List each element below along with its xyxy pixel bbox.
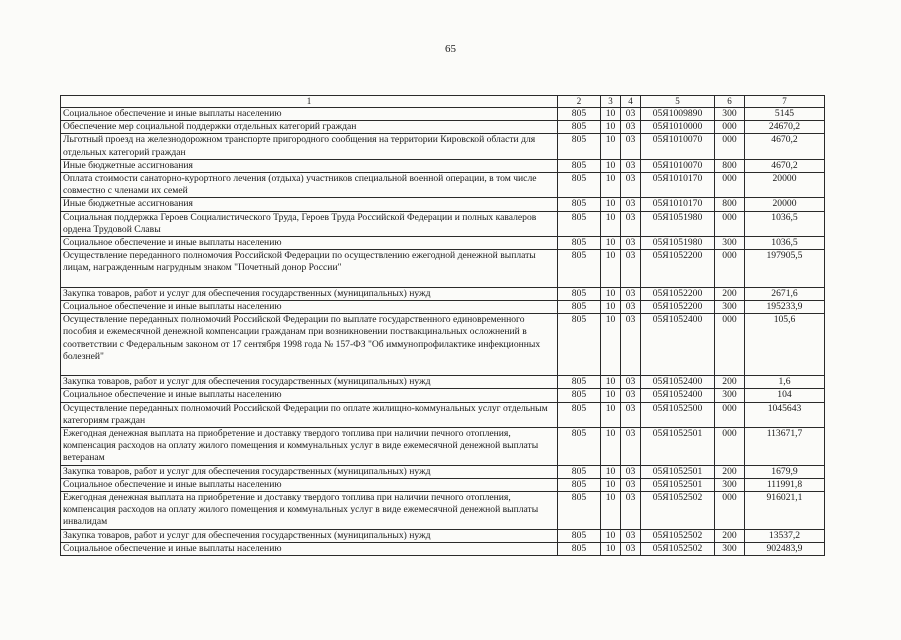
code-6-cell: 000	[715, 402, 745, 427]
code-4-cell: 03	[621, 121, 641, 134]
code-2-cell: 805	[558, 402, 601, 427]
row-name-cell: Осуществление переданного полномочия Российской Федерации по осуществлению ежегодной денежной выплаты лицам, награжденным нагрудным знаком "Почетный донор России"	[61, 250, 558, 288]
table-row	[61, 211, 825, 236]
amount-cell: 916021,1	[745, 492, 825, 530]
header-cell: 5	[641, 96, 715, 108]
amount-cell: 1679,9	[745, 465, 825, 478]
row-name-cell: Осуществление переданных полномочий Российской Федерации по выплате государственного единовременного пособия и ежемесячной денежной компенсации гражданам при возникновении поствакцинальных осложнений в соответствии с Федеральным законом от 17 сентября 1998 года № 157-ФЗ "Об иммунопрофилактике инфекционных болезней"	[61, 314, 558, 376]
amount-cell: 1045643	[745, 402, 825, 427]
header-cell: 4	[621, 96, 641, 108]
table-row	[61, 301, 825, 314]
code-6-cell: 800	[715, 198, 745, 211]
amount-cell: 2671,6	[745, 287, 825, 300]
amount-cell: 4670,2	[745, 159, 825, 172]
amount-cell: 13537,2	[745, 529, 825, 542]
code-2-cell: 805	[558, 301, 601, 314]
code-6-cell: 200	[715, 529, 745, 542]
code-2-cell: 805	[558, 134, 601, 159]
row-name-cell: Обеспечение мер социальной поддержки отдельных категорий граждан	[61, 121, 558, 134]
amount-cell: 1036,5	[745, 211, 825, 236]
row-name-cell: Осуществление переданных полномочий Российской Федерации по оплате жилищно-коммунальных услуг отдельным категориям граждан	[61, 402, 558, 427]
amount-cell: 104	[745, 389, 825, 402]
code-2-cell: 805	[558, 492, 601, 530]
table-row	[61, 108, 825, 121]
code-4-cell: 03	[621, 134, 641, 159]
amount-cell: 111991,8	[745, 478, 825, 491]
row-name-cell: Иные бюджетные ассигнования	[61, 159, 558, 172]
code-2-cell: 805	[558, 237, 601, 250]
code-6-cell: 200	[715, 465, 745, 478]
code-3-cell: 10	[601, 376, 621, 389]
code-5-cell: 05Я1010170	[641, 198, 715, 211]
code-4-cell: 03	[621, 402, 641, 427]
code-3-cell: 10	[601, 159, 621, 172]
code-6-cell: 300	[715, 301, 745, 314]
code-2-cell: 805	[558, 478, 601, 491]
code-2-cell: 805	[558, 542, 601, 555]
header-cell: 2	[558, 96, 601, 108]
row-name-cell: Закупка товаров, работ и услуг для обеспечения государственных (муниципальных) нужд	[61, 287, 558, 300]
code-5-cell: 05Я1052502	[641, 492, 715, 530]
code-5-cell: 05Я1052502	[641, 542, 715, 555]
amount-cell: 113671,7	[745, 428, 825, 466]
amount-cell: 20000	[745, 198, 825, 211]
code-4-cell: 03	[621, 478, 641, 491]
code-3-cell: 10	[601, 198, 621, 211]
amount-cell: 105,6	[745, 314, 825, 376]
amount-cell: 1036,5	[745, 237, 825, 250]
code-5-cell: 05Я1052501	[641, 478, 715, 491]
code-4-cell: 03	[621, 159, 641, 172]
code-3-cell: 10	[601, 542, 621, 555]
row-name-cell: Льготный проезд на железнодорожном транспорте пригородного сообщения на территории Кировской области для отдельных категорий граждан	[61, 134, 558, 159]
row-name-cell: Социальное обеспечение и иные выплаты населению	[61, 237, 558, 250]
code-2-cell: 805	[558, 159, 601, 172]
code-2-cell: 805	[558, 198, 601, 211]
table-row	[61, 428, 825, 466]
header-cell: 7	[745, 96, 825, 108]
code-6-cell: 200	[715, 287, 745, 300]
amount-cell: 195233,9	[745, 301, 825, 314]
header-cell: 6	[715, 96, 745, 108]
code-4-cell: 03	[621, 173, 641, 198]
code-5-cell: 05Я1052501	[641, 428, 715, 466]
row-name-cell: Социальное обеспечение и иные выплаты населению	[61, 108, 558, 121]
code-4-cell: 03	[621, 301, 641, 314]
code-6-cell: 000	[715, 173, 745, 198]
code-5-cell: 05Я1010070	[641, 134, 715, 159]
code-6-cell: 000	[715, 250, 745, 288]
row-name-cell: Социальная поддержка Героев Социалистического Труда, Героев Труда Российской Федерации и полных кавалеров ордена Трудовой Славы	[61, 211, 558, 236]
table-row	[61, 250, 825, 288]
code-4-cell: 03	[621, 211, 641, 236]
code-5-cell: 05Я1052501	[641, 465, 715, 478]
code-5-cell: 05Я1010000	[641, 121, 715, 134]
table-row	[61, 134, 825, 159]
code-4-cell: 03	[621, 314, 641, 376]
table-row	[61, 376, 825, 389]
code-4-cell: 03	[621, 542, 641, 555]
page-number: 65	[445, 43, 456, 55]
code-4-cell: 03	[621, 529, 641, 542]
table-row	[61, 402, 825, 427]
code-4-cell: 03	[621, 465, 641, 478]
code-4-cell: 03	[621, 198, 641, 211]
row-name-cell: Ежегодная денежная выплата на приобретение и доставку твердого топлива при наличии печного отопления, компенсация расходов на оплату жилого помещения и коммунальных услуг в виде ежемесячной денежной выплаты ветеранам	[61, 428, 558, 466]
code-3-cell: 10	[601, 108, 621, 121]
code-3-cell: 10	[601, 314, 621, 376]
code-4-cell: 03	[621, 287, 641, 300]
table-row	[61, 492, 825, 530]
code-3-cell: 10	[601, 237, 621, 250]
code-2-cell: 805	[558, 314, 601, 376]
row-name-cell: Социальное обеспечение и иные выплаты населению	[61, 542, 558, 555]
header-cell: 3	[601, 96, 621, 108]
code-5-cell: 05Я1051980	[641, 211, 715, 236]
code-6-cell: 300	[715, 478, 745, 491]
table-row	[61, 287, 825, 300]
code-5-cell: 05Я1010170	[641, 173, 715, 198]
code-3-cell: 10	[601, 301, 621, 314]
code-2-cell: 805	[558, 287, 601, 300]
table-row	[61, 478, 825, 491]
code-3-cell: 10	[601, 287, 621, 300]
code-2-cell: 805	[558, 121, 601, 134]
code-3-cell: 10	[601, 478, 621, 491]
code-4-cell: 03	[621, 376, 641, 389]
code-6-cell: 300	[715, 542, 745, 555]
amount-cell: 24670,2	[745, 121, 825, 134]
row-name-cell: Закупка товаров, работ и услуг для обеспечения государственных (муниципальных) нужд	[61, 529, 558, 542]
code-3-cell: 10	[601, 211, 621, 236]
code-2-cell: 805	[558, 211, 601, 236]
code-5-cell: 05Я1009890	[641, 108, 715, 121]
amount-cell: 902483,9	[745, 542, 825, 555]
code-6-cell: 000	[715, 211, 745, 236]
code-4-cell: 03	[621, 237, 641, 250]
code-5-cell: 05Я1052200	[641, 287, 715, 300]
code-4-cell: 03	[621, 389, 641, 402]
code-3-cell: 10	[601, 121, 621, 134]
table-row	[61, 198, 825, 211]
code-5-cell: 05Я1010070	[641, 159, 715, 172]
code-4-cell: 03	[621, 492, 641, 530]
code-5-cell: 05Я1052400	[641, 389, 715, 402]
code-2-cell: 805	[558, 529, 601, 542]
row-name-cell: Ежегодная денежная выплата на приобретение и доставку твердого топлива при наличии печного отопления, компенсация расходов на оплату жилого помещения и коммунальных услуг в виде ежемесячной денежной выплаты инвалидам	[61, 492, 558, 530]
code-4-cell: 03	[621, 108, 641, 121]
code-5-cell: 05Я1052400	[641, 376, 715, 389]
code-6-cell: 000	[715, 428, 745, 466]
code-2-cell: 805	[558, 389, 601, 402]
code-2-cell: 805	[558, 173, 601, 198]
amount-cell: 4670,2	[745, 134, 825, 159]
code-5-cell: 05Я1052200	[641, 301, 715, 314]
code-3-cell: 10	[601, 173, 621, 198]
code-6-cell: 300	[715, 389, 745, 402]
code-3-cell: 10	[601, 134, 621, 159]
table-row	[61, 121, 825, 134]
table-row	[61, 237, 825, 250]
code-3-cell: 10	[601, 402, 621, 427]
row-name-cell: Оплата стоимости санаторно-курортного лечения (отдыха) участников специальной военной операции, в том числе совместно с членами их семей	[61, 173, 558, 198]
code-3-cell: 10	[601, 389, 621, 402]
code-6-cell: 200	[715, 376, 745, 389]
table-row	[61, 529, 825, 542]
code-4-cell: 03	[621, 428, 641, 466]
table-row	[61, 173, 825, 198]
code-2-cell: 805	[558, 376, 601, 389]
amount-cell: 1,6	[745, 376, 825, 389]
code-3-cell: 10	[601, 250, 621, 288]
table-row	[61, 542, 825, 555]
code-3-cell: 10	[601, 428, 621, 466]
amount-cell: 197905,5	[745, 250, 825, 288]
code-2-cell: 805	[558, 428, 601, 466]
code-5-cell: 05Я1052500	[641, 402, 715, 427]
code-2-cell: 805	[558, 108, 601, 121]
code-4-cell: 03	[621, 250, 641, 288]
code-2-cell: 805	[558, 250, 601, 288]
row-name-cell: Закупка товаров, работ и услуг для обеспечения государственных (муниципальных) нужд	[61, 465, 558, 478]
code-5-cell: 05Я1051980	[641, 237, 715, 250]
code-6-cell: 300	[715, 237, 745, 250]
header-cell: 1	[61, 96, 558, 108]
code-6-cell: 300	[715, 108, 745, 121]
code-2-cell: 805	[558, 465, 601, 478]
row-name-cell: Социальное обеспечение и иные выплаты населению	[61, 301, 558, 314]
code-5-cell: 05Я1052400	[641, 314, 715, 376]
table-row	[61, 389, 825, 402]
budget-table	[60, 95, 825, 556]
amount-cell: 5145	[745, 108, 825, 121]
table-header-row	[61, 96, 825, 108]
amount-cell: 20000	[745, 173, 825, 198]
code-6-cell: 000	[715, 314, 745, 376]
row-name-cell: Социальное обеспечение и иные выплаты населению	[61, 478, 558, 491]
code-6-cell: 000	[715, 134, 745, 159]
code-5-cell: 05Я1052502	[641, 529, 715, 542]
code-6-cell: 000	[715, 492, 745, 530]
row-name-cell: Социальное обеспечение и иные выплаты населению	[61, 389, 558, 402]
code-6-cell: 800	[715, 159, 745, 172]
code-3-cell: 10	[601, 529, 621, 542]
table-row	[61, 159, 825, 172]
row-name-cell: Закупка товаров, работ и услуг для обеспечения государственных (муниципальных) нужд	[61, 376, 558, 389]
code-3-cell: 10	[601, 465, 621, 478]
table-row	[61, 314, 825, 376]
row-name-cell: Иные бюджетные ассигнования	[61, 198, 558, 211]
code-6-cell: 000	[715, 121, 745, 134]
table-row	[61, 465, 825, 478]
code-5-cell: 05Я1052200	[641, 250, 715, 288]
code-3-cell: 10	[601, 492, 621, 530]
